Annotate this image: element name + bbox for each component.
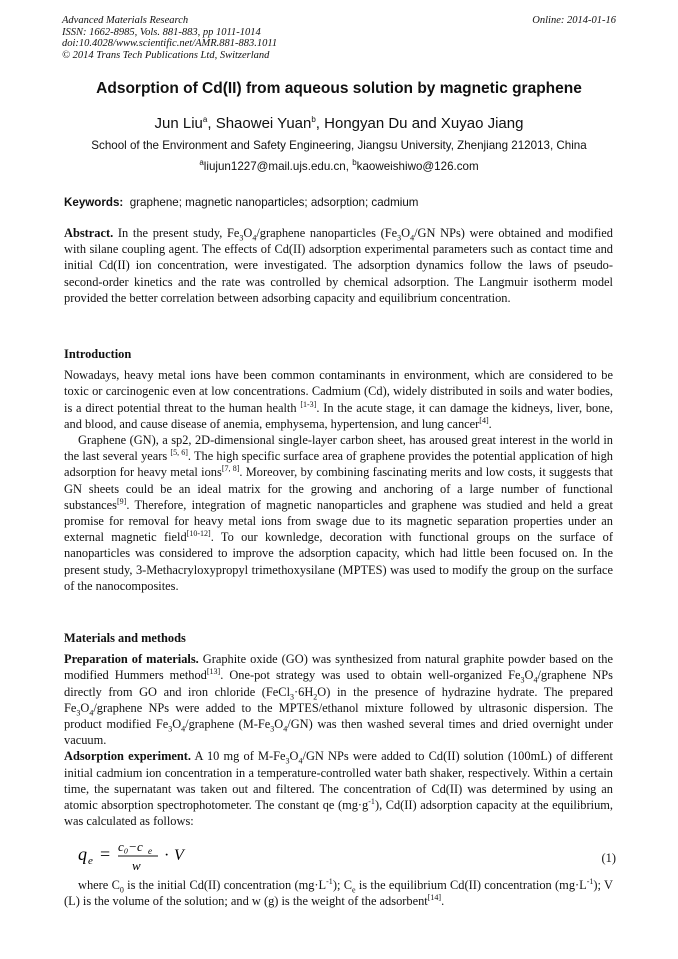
svg-text:V: V	[174, 847, 184, 864]
section-heading: Introduction	[64, 347, 132, 361]
svg-text:q: q	[78, 844, 87, 864]
equation	[78, 836, 613, 876]
journal-header	[62, 15, 277, 61]
svg-text:e: e	[148, 846, 152, 856]
paper-title: Adsorption of Cd(II) from aqueous solution by magnetic graphene	[96, 80, 582, 97]
equation-formula	[78, 836, 218, 876]
svg-text:w: w	[132, 858, 141, 873]
author-line: Jun Liu$^a$, Shaowei Yuan$^b$, Hongyan Du and Xuyao Jiang	[154, 115, 524, 132]
author-2: Shaowei Yuan	[215, 115, 312, 132]
svg-text:e: e	[88, 855, 93, 867]
keywords	[64, 196, 418, 209]
email-b[interactable]: kaoweishiwo@126.com	[356, 160, 479, 173]
keywords-text: graphene; magnetic nanoparticles; adsorption; cadmium	[129, 196, 419, 209]
author-1: Jun Liu	[154, 115, 203, 132]
abstract-label: Abstract.	[64, 226, 114, 240]
svg-text:c₀−c: c₀−c	[118, 839, 143, 854]
svg-text:·: ·	[164, 847, 170, 864]
online-date: Online: 2014-01-16	[532, 15, 616, 26]
keywords-label: Keywords:	[64, 196, 124, 209]
issn: ISSN: 1662-8985, Vols. 881-883, pp 1011-1014	[62, 26, 261, 38]
equation-description: where $C_0$ is the initial Cd(II) concentration $(mg\cdot L^{-1})$; $C_e$ is the equilibrium Cd(II) concentration $(mg\cdot L^{-1})$; V (L) is the volume of the solution; and w (g) is the weight of the adsorbent[14].	[64, 876, 614, 909]
email-line: $^a$liujun1227@mail.ujs.edu.cn, $^b$kaoweishiwo@126.com	[199, 158, 479, 173]
equation-number: (1)	[601, 851, 616, 865]
abstract: Abstract. In the present study, $Fe_3O_4$/graphene nanoparticles ($Fe_3O_4/GN$ NPs) were obtained and modified with silane coupling agent. The effects of Cd(II) adsorption experimental parameters such as contact time and initial Cd(II) ion concentration, were investigated. The adsorption dynamics follow the laws of pseudo-second-order kinetics and the rate was controlled by chemical adsorption. The Langmuir isotherm model provided the better correlation between adsorbing capacity and equilibrium concentration.	[64, 226, 614, 305]
affiliation: School of the Environment and Safety Engineering, Jiangsu University, Zhenjiang 212013, China	[91, 139, 587, 152]
section-heading: Materials and methods	[64, 631, 186, 645]
svg-text:=: =	[100, 844, 111, 864]
journal-name: Advanced Materials Research	[62, 15, 189, 26]
author-rest: Hongyan Du and Xuyao Jiang	[324, 115, 524, 132]
copyright: © 2014 Trans Tech Publications Ltd, Switzerland	[62, 49, 270, 61]
materials-methods: Materials and methods Preparation of materials. Graphite oxide (GO) was synthesized from natural graphite powder based on the modified Hummers method[13]. One-pot strategy was used to obtain well-organized $Fe_3O_4$/graphene NPs directly from GO and iron chloride $(FeCl_3\cdot 6H_2O)$ in the presence of hydrazine hydrate. The prepared $Fe_3O_4$/graphene NPs were added to the MPTES/ethanol mixture followed by ultrasonic dispersion. The product modified $Fe_3O_4$/graphene $(M-Fe_3O_4/GN)$ was then washed several times and dried overnight under vacuum. Adsorption experiment. A 10 mg of $M-Fe_3O_4/GN$ NPs were added to Cd(II) solution (100mL) of different initial cadmium ion concentration in a temperature-controlled water bath shaker, respectively. Within a certain time, the supernatant was taken out and filtered. The concentration of Cd(II) was determined by using an atomic absorption spectrophotometer. The constant qe $(mg\cdot g^{-1})$, Cd(II) adsorption capacity at the equilibrium, was calculated as follows:	[64, 631, 614, 829]
introduction: Introduction Nowadays, heavy metal ions have been common contaminants in environment, which are considered to be toxic or carcinogenic even at low concentrations. Cadmium (Cd), widely distributed in soils and water bodies, is a direct potential threat to the human health [1-3]. In the acute stage, it can damage the kidneys, liver, bone, and blood, and cause disease of anemia, emphysema, hypertension, and lung cancer[4]. Graphene (GN), a sp2, 2D-dimensional single-layer carbon sheet, has aroused great interest in the world in the last several years [5, 6]. The high specific surface area of graphene provides the potential application of high adsorption for heavy metal ions[7, 8]. Moreover, by combining fascinating merits and low costs, it suggests that GN sheets could be an ideal matrix for the growing and anchoring of a large number of functional substances[9]. Therefore, integration of magnetic nanoparticles and graphene was studied and held a great promise for removal for heavy metal ions from swage due to its magnetic separation properties under an external magnetic field[10-12]. To our kownledge, decoration with functional groups on the surface of nanoparticles was considered to improve the adsorption capacity, which had little been focused on. In the present study, 3-Methacryloxypropyl trimethoxysilane (MPTES) was used to modify the group on the surface of the nanocomposites.	[64, 347, 614, 593]
doi: doi:10.4028/www.scientific.net/AMR.881-883.1011	[62, 38, 278, 49]
email-a[interactable]: liujun1227@mail.ujs.edu.cn	[203, 160, 346, 173]
